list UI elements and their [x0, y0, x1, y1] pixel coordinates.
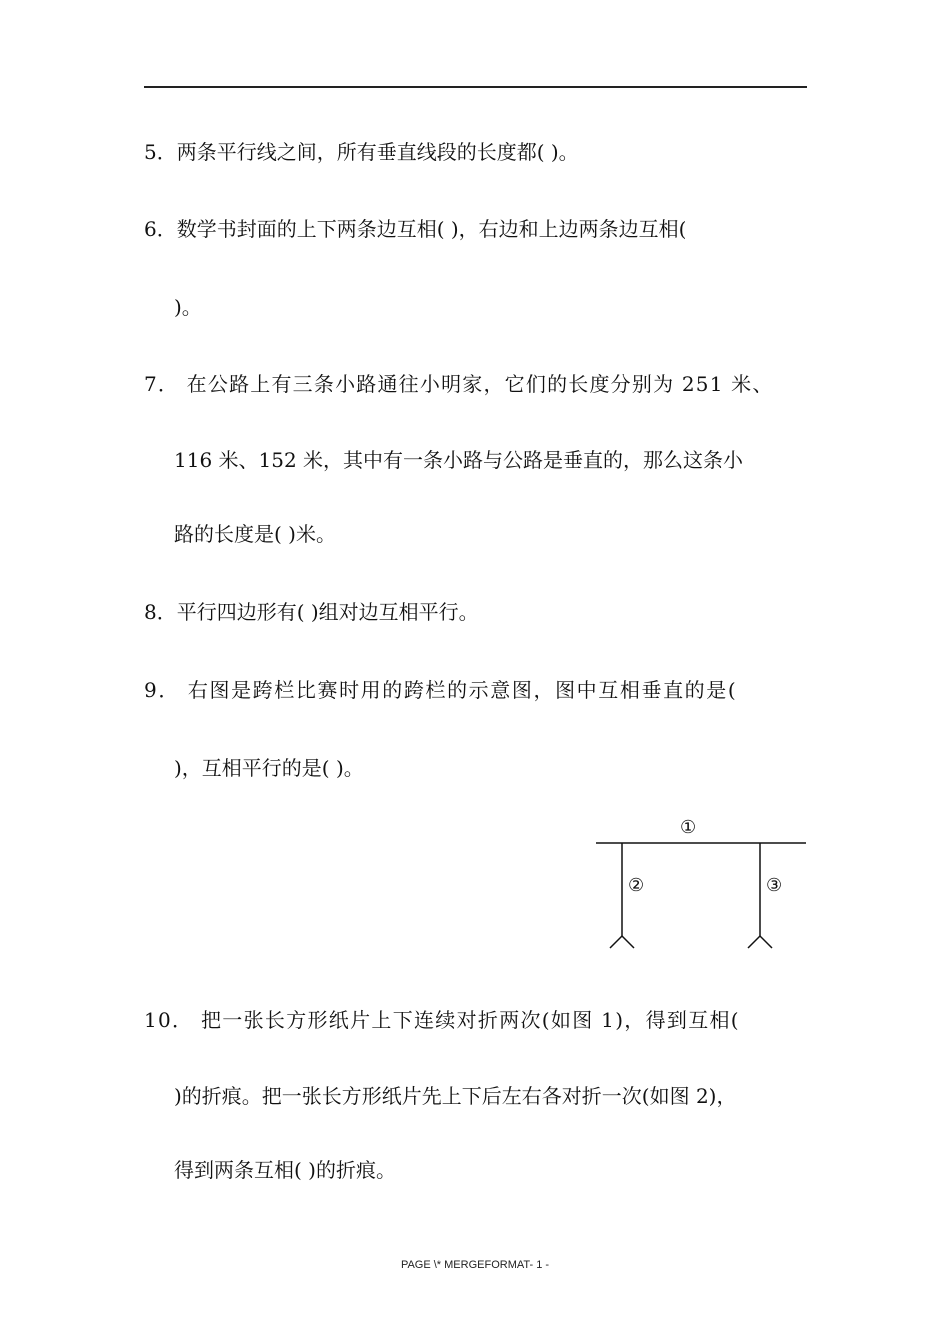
question-8-line-1: 8．平行四边形有( )组对边互相平行。 [144, 600, 479, 624]
question-9-line-2: )，互相平行的是( )。 [174, 756, 364, 780]
question-10-line-3: 得到两条互相( )的折痕。 [174, 1158, 396, 1182]
figure-label-1: ① [680, 817, 697, 838]
question-7-line-1: 7． 在公路上有三条小路通往小明家，它们的长度分别为 251 米、 [144, 372, 774, 396]
question-7-line-2: 116 米、152 米，其中有一条小路与公路是垂直的，那么这条小 [174, 448, 744, 472]
question-9-line-1: 9． 右图是跨栏比赛时用的跨栏的示意图，图中互相垂直的是( [144, 678, 738, 702]
question-6-line-1: 6．数学书封面的上下两条边互相( )，右边和上边两条边互相( [144, 217, 687, 241]
figure-label-3: ③ [766, 875, 783, 896]
hurdle-left-foot [610, 936, 634, 948]
header-rule [144, 86, 807, 88]
question-7-line-3: 路的长度是( )米。 [174, 522, 336, 546]
hurdle-right-foot [748, 936, 772, 948]
hurdle-diagram [590, 812, 814, 958]
question-5-line-1: 5．两条平行线之间，所有垂直线段的长度都( )。 [144, 140, 579, 164]
figure-label-2: ② [628, 875, 645, 896]
question-10-line-1: 10． 把一张长方形纸片上下连续对折两次(如图 1)，得到互相( [144, 1008, 740, 1032]
page-footer: PAGE \* MERGEFORMAT- 1 - [400, 1259, 550, 1271]
question-10-line-2: )的折痕。把一张长方形纸片先上下后左右各对折一次(如图 2)， [174, 1084, 737, 1108]
question-6-line-2: )。 [174, 295, 202, 319]
